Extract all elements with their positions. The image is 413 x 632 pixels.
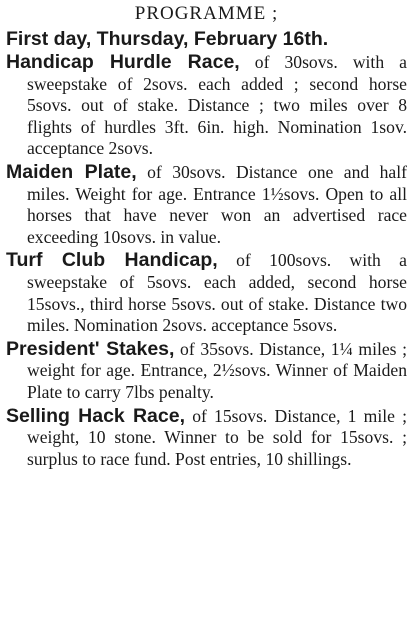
event-presidents-stakes	[6, 339, 407, 404]
race-details: of 15sovs. Distance, 1 mile ; weight, 10 stone. Winner to be sold for 15sovs. ; surplus to race fund. Post entries, 10 shillings.	[27, 405, 408, 469]
race-details: of 35sovs. Distance, 1¼ miles ; weight for age. Entrance, 2½sovs. Winner of Maiden Plate to carry 7lbs penalty.	[27, 338, 407, 402]
event-selling-hack-race	[6, 406, 407, 471]
programme-heading: PROGRAMME ;	[134, 3, 279, 24]
race-name: President' Stakes,	[6, 337, 175, 360]
race-name: Maiden Plate,	[6, 160, 137, 183]
race-name: Turf Club Handicap,	[6, 249, 218, 272]
race-details: of 30sovs. with a sweepstake of 2sovs. each added ; second horse 5sovs. out of stake. Distance ; two miles over 8 flights of hurdles 3ft. 6in. high. Nomination 1sov. acceptance 2sovs.	[27, 52, 407, 159]
race-name: Selling Hack Race,	[6, 404, 186, 427]
race-name: Handicap Hurdle Race,	[6, 51, 240, 73]
event-handicap-hurdle-race	[6, 52, 407, 160]
race-details: of 100sovs. with a sweepstake of 5sovs. each added, second horse 15sovs., third horse 5sovs. out of stake. Distance two miles. Nomination 2sovs. acceptance 5sovs.	[27, 250, 407, 336]
event-maiden-plate	[6, 162, 407, 248]
first-day-subheading: First day, Thursday, February 16th.	[6, 28, 329, 50]
event-turf-club-handicap	[6, 250, 407, 336]
race-details: of 30sovs. Distance one and half miles. Weight for age. Entrance 1½sovs. Open to all horses that have never won an advertised race exceeding 10sovs. in value.	[27, 161, 407, 247]
